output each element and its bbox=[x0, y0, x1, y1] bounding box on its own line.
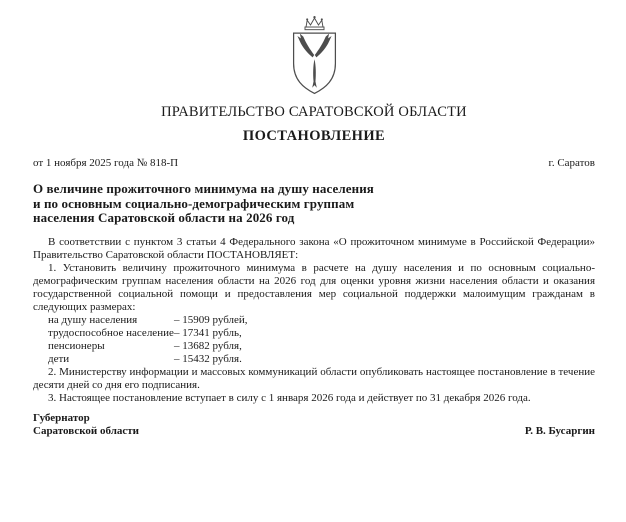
title-line-3: населения Саратовской области на 2026 год bbox=[33, 210, 295, 226]
amount-value: – 15432 рубля. bbox=[174, 352, 242, 365]
amount-group-label: на душу населения bbox=[48, 313, 138, 326]
signer-position-line-2: Саратовской области bbox=[33, 425, 140, 438]
title-line-1: О величине прожиточного минимума на душу населения bbox=[33, 181, 374, 196]
intro-paragraph: В соответствии с пунктом 3 статьи 4 Федерального закона «О прожиточном минимуме в Российской Федерации» Правительство Саратовской области ПОСТАНОВЛЯЕТ: bbox=[33, 235, 595, 261]
issue-city: г. Саратов bbox=[548, 157, 595, 169]
document-type-heading: ПОСТАНОВЛЕНИЕ bbox=[242, 128, 386, 144]
amount-group-label: пенсионеры bbox=[48, 339, 105, 352]
item-2-paragraph: 2. Министерству информации и массовых коммуникаций области опубликовать настоящее постановление в течение десяти дней со дня его подписания. bbox=[33, 365, 595, 391]
amount-row-pensioners bbox=[48, 340, 595, 353]
saratov-coat-of-arms-icon bbox=[33, 13, 595, 95]
document-title bbox=[33, 182, 595, 226]
signature-block bbox=[33, 412, 595, 439]
amount-row-working-age bbox=[48, 327, 595, 340]
signer-position-line-1: Губернатор bbox=[33, 411, 90, 424]
signer-position bbox=[33, 412, 139, 439]
amount-value: – 15909 рублей, bbox=[174, 313, 248, 326]
amount-group-label: дети bbox=[48, 352, 70, 365]
item-3-paragraph: 3. Настоящее постановление вступает в силу с 1 января 2026 года и действует по 31 декабря 2026 года. bbox=[48, 391, 531, 404]
amount-row-per-capita bbox=[48, 314, 595, 327]
signer-name: Р. В. Бусаргин bbox=[524, 424, 595, 437]
amount-group-label: трудоспособное население bbox=[48, 326, 174, 339]
title-line-2: и по основным социально-демографическим группам bbox=[33, 195, 355, 211]
authority-name: ПРАВИТЕЛЬСТВО САРАТОВСКОЙ ОБЛАСТИ bbox=[161, 104, 467, 120]
date-and-number: от 1 ноября 2025 года № 818-П bbox=[33, 157, 179, 169]
amounts-list bbox=[33, 314, 595, 366]
amount-row-children bbox=[48, 353, 595, 366]
item-1-paragraph: 1. Установить величину прожиточного минимума в расчете на душу населения и по основным социально-демографическим группам населения области на 2026 год для оценки уровня жизни населения области и оказания государственной социальной помощи и предоставления мер социальной поддержки малоимущим гражданам в следующих размерах: bbox=[33, 261, 595, 313]
date-line bbox=[33, 157, 595, 170]
amount-value: – 13682 рубля, bbox=[174, 339, 242, 352]
amount-value: – 17341 рубль, bbox=[174, 326, 242, 339]
coat-of-arms-svg bbox=[286, 13, 343, 95]
